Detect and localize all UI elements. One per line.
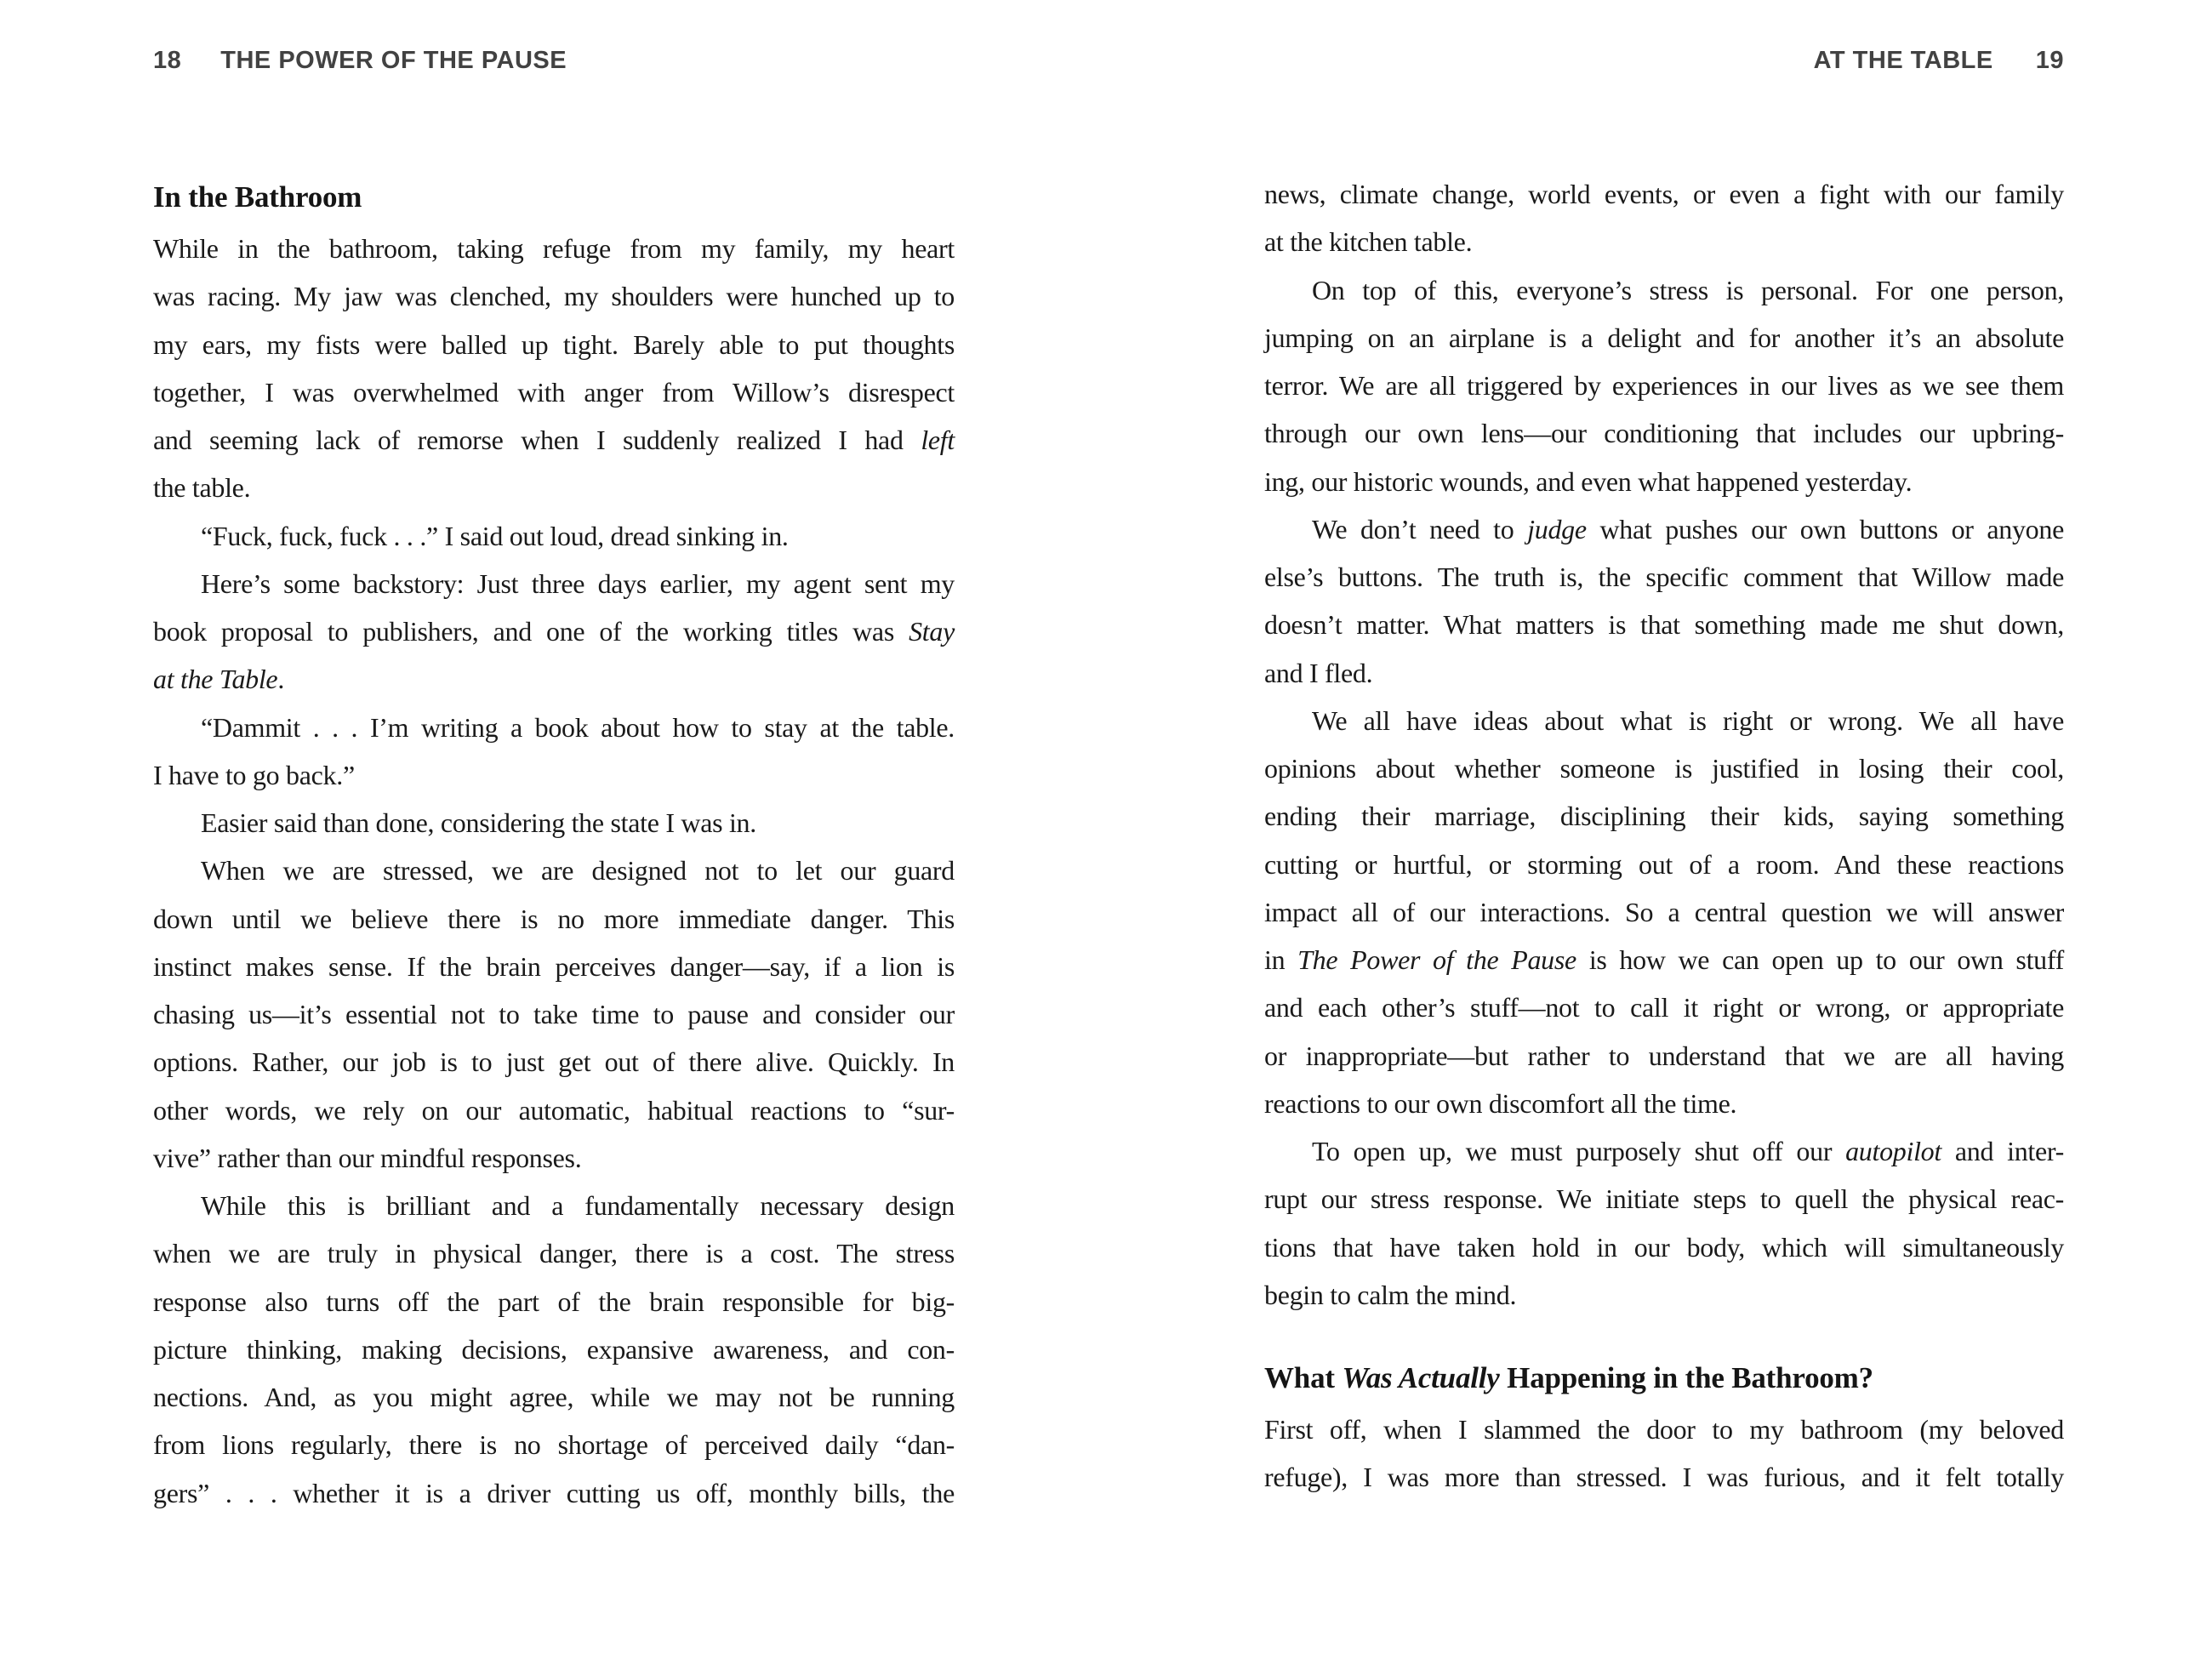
text-line <box>153 847 955 894</box>
text-line <box>1264 744 2064 792</box>
paragraph-spacer <box>1264 1319 2064 1351</box>
text-run: ending their marriage, disciplining their kids, saying something <box>1264 801 2064 832</box>
text-run: . <box>277 664 285 695</box>
text-line <box>1264 601 2064 648</box>
text-run: options. Rather, our job is to just get out of there alive. Quickly. In <box>153 1046 955 1078</box>
text-line <box>153 895 955 943</box>
text-run: judge <box>1527 513 1587 544</box>
text-line <box>1264 983 2064 1031</box>
text-line <box>1264 697 2064 744</box>
text-run: instinct makes sense. If the brain perceives danger—say, if a lion is <box>153 950 955 982</box>
section-heading <box>1264 1351 2064 1405</box>
text-run: when we are truly in physical danger, there is a cost. The stress <box>153 1238 955 1269</box>
text-run: and seeming lack of remorse when I suddenly realized I had <box>153 425 921 455</box>
text-line <box>1264 1405 2064 1453</box>
text-line <box>153 990 955 1038</box>
text-run: I have to go back.” <box>153 759 355 790</box>
text-line <box>153 1182 955 1229</box>
text-run: The Power of the Pause <box>1297 944 1576 975</box>
text-run: “Dammit . . . I’m writing a book about how to stay at the table. <box>201 711 955 743</box>
text-run: is how we can open up to our own stuff <box>1576 944 2064 975</box>
text-run: book proposal to publishers, and one of the working titles was <box>153 616 909 647</box>
text-run: impact all of our interactions. So a central question we will answer <box>1264 896 2064 927</box>
text-run: autopilot <box>1845 1136 1941 1166</box>
text-run: Was Actually <box>1342 1361 1500 1394</box>
text-line <box>1264 218 2064 265</box>
text-line <box>153 512 955 560</box>
text-run: was racing. My jaw was clenched, my shoulders were hunched up to <box>153 281 955 312</box>
text-run: doesn’t matter. What matters is that something made me shut down, <box>1264 609 2064 641</box>
text-run: together, I was overwhelmed with anger from Willow’s disrespect <box>153 376 955 408</box>
text-line <box>1264 1223 2064 1271</box>
running-title-right: AT THE TABLE <box>1813 47 1993 74</box>
text-line <box>1264 888 2064 936</box>
text-run: To open up, we must purposely shut off our <box>1312 1136 1846 1166</box>
text-run: We don’t need to <box>1312 513 1528 544</box>
text-run: chasing us—it’s essential not to take time to pause and consider our <box>153 999 955 1029</box>
text-run: jumping on an airplane is a delight and for another it’s an absolute <box>1264 322 2064 353</box>
text-line <box>1264 362 2064 409</box>
text-line <box>1264 1032 2064 1080</box>
text-run: picture thinking, making decisions, expansive awareness, and con- <box>153 1333 955 1365</box>
text-line <box>153 1038 955 1086</box>
text-run: While this is brilliant and a fundamentally necessary design <box>201 1190 955 1221</box>
text-line <box>153 1373 955 1421</box>
text-run: in <box>1264 944 1298 975</box>
text-line <box>1264 1271 2064 1319</box>
text-line <box>1264 1127 2064 1175</box>
text-line <box>1264 1080 2064 1127</box>
text-run: nections. And, as you might agree, while we may not be running <box>153 1382 955 1412</box>
text-run: left <box>921 425 955 455</box>
running-header-left <box>153 47 567 75</box>
page-number-right: 19 <box>2035 47 2064 74</box>
text-run: terror. We are all triggered by experiences in our lives as we see them <box>1264 370 2064 401</box>
text-run: what pushes our own buttons or anyone <box>1586 513 2064 544</box>
text-run: We all have ideas about what is right or wrong. We all have <box>1312 704 2064 736</box>
text-run: at the Table <box>153 664 278 695</box>
text-run: Stay <box>909 616 955 647</box>
text-line <box>153 368 955 416</box>
text-run: gers” . . . whether it is a driver cutting us off, monthly bills, the <box>153 1477 955 1508</box>
text-run: ing, our historic wounds, and even what happened yesterday. <box>1264 465 1913 497</box>
text-line <box>153 225 955 272</box>
text-run: rupt our stress response. We initiate steps to quell the physical reac- <box>1264 1183 2064 1215</box>
text-line <box>153 1469 955 1517</box>
text-run: While in the bathroom, taking refuge from my family, my heart <box>153 233 955 264</box>
text-run: my ears, my fists were balled up tight. Barely able to put thoughts <box>153 328 955 360</box>
text-run: other words, we rely on our automatic, habitual reactions to “sur- <box>153 1094 955 1126</box>
text-line <box>153 1325 955 1373</box>
text-line <box>153 943 955 990</box>
text-line <box>1264 792 2064 840</box>
text-line <box>153 655 955 703</box>
running-header-right <box>1264 47 2064 75</box>
text-run: Happening in the Bathroom? <box>1499 1361 1873 1394</box>
text-line <box>153 751 955 799</box>
text-line <box>153 321 955 368</box>
text-line <box>1264 649 2064 697</box>
text-line <box>153 464 955 511</box>
text-run: from lions regularly, there is no shortage of perceived daily “dan- <box>153 1429 955 1461</box>
text-run: cutting or hurtful, or storming out of a room. And these reactions <box>1264 848 2064 880</box>
text-run: Here’s some backstory: Just three days earlier, my agent sent my <box>201 567 955 599</box>
text-line <box>1264 409 2064 457</box>
text-run: at the kitchen table. <box>1264 226 1473 258</box>
text-line <box>1264 170 2064 218</box>
section-heading <box>153 170 955 225</box>
text-run: and I fled. <box>1264 657 1373 688</box>
text-run: opinions about whether someone is justified in losing their cool, <box>1264 753 2064 784</box>
text-run: response also turns off the part of the brain responsible for big- <box>153 1286 955 1317</box>
text-run: refuge), I was more than stressed. I was furious, and it felt totally <box>1264 1462 2064 1493</box>
text-run: tions that have taken hold in our body, which will simultaneously <box>1264 1231 2064 1263</box>
text-line <box>153 1278 955 1325</box>
text-run: news, climate change, world events, or even a fight with our family <box>1264 179 2064 209</box>
text-run: reactions to our own discomfort all the time. <box>1264 1087 1737 1119</box>
text-line <box>153 704 955 751</box>
text-run: When we are stressed, we are designed not to let our guard <box>201 855 955 887</box>
text-line <box>1264 936 2064 983</box>
text-line <box>153 1229 955 1277</box>
running-title-left: THE POWER OF THE PAUSE <box>220 47 567 74</box>
text-run: the table. <box>153 472 251 504</box>
text-run: through our own lens—our conditioning that includes our upbring- <box>1264 418 2064 449</box>
page-number-left: 18 <box>153 47 182 74</box>
text-run: Easier said than done, considering the state I was in. <box>201 807 756 838</box>
text-run: and each other’s stuff—not to call it right or wrong, or appropriate <box>1264 992 2064 1023</box>
text-run: down until we believe there is no more immediate danger. This <box>153 903 955 934</box>
text-line <box>153 1086 955 1134</box>
text-line <box>153 607 955 655</box>
text-run: What <box>1264 1361 1343 1394</box>
text-run: begin to calm the mind. <box>1264 1279 1517 1310</box>
text-line <box>1264 1175 2064 1223</box>
text-column-right <box>1264 170 2064 1502</box>
text-run: In the Bathroom <box>153 180 362 214</box>
text-run: First off, when I slammed the door to my bathroom (my beloved <box>1264 1414 2064 1445</box>
text-column-left <box>153 170 955 1517</box>
text-line <box>153 799 955 847</box>
text-line <box>153 1421 955 1468</box>
text-line <box>153 1134 955 1182</box>
text-line <box>1264 458 2064 505</box>
text-line <box>153 272 955 320</box>
text-line <box>1264 266 2064 314</box>
text-run: vive” rather than our mindful responses. <box>153 1142 582 1173</box>
text-run: or inappropriate—but rather to understand that we are all having <box>1264 1040 2064 1071</box>
page-right <box>1106 0 2212 1659</box>
text-line <box>1264 505 2064 553</box>
text-line <box>153 560 955 607</box>
text-line <box>1264 841 2064 888</box>
text-line <box>1264 1453 2064 1501</box>
text-run: “Fuck, fuck, fuck . . .” I said out loud, dread sinking in. <box>201 520 789 551</box>
text-run: On top of this, everyone’s stress is personal. For one person, <box>1312 274 2064 305</box>
text-line <box>153 416 955 464</box>
text-line <box>1264 553 2064 601</box>
text-line <box>1264 314 2064 362</box>
text-run: else’s buttons. The truth is, the specific comment that Willow made <box>1264 562 2064 592</box>
text-run: and inter- <box>1941 1136 2064 1166</box>
